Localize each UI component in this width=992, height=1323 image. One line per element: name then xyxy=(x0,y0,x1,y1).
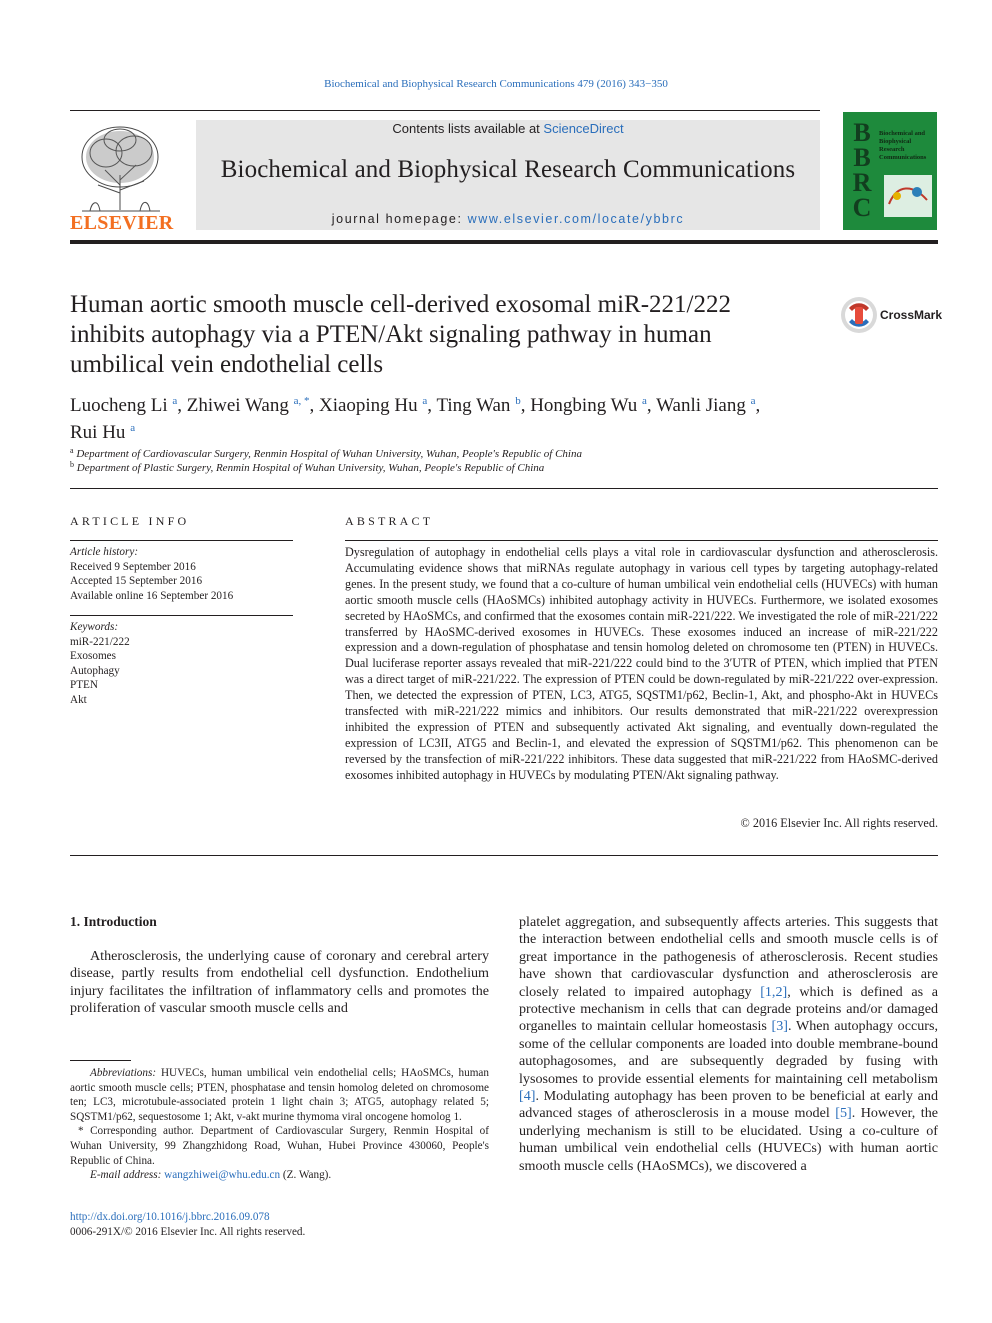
author-affil-mark[interactable]: a xyxy=(750,395,756,407)
divider-rule xyxy=(70,488,938,489)
header-thick-rule xyxy=(70,240,938,244)
reference-link[interactable]: [1,2] xyxy=(760,983,788,1000)
cover-letters: B B R C xyxy=(852,118,872,222)
abstract-rule xyxy=(345,540,938,541)
author-name[interactable]: Zhiwei Wang xyxy=(186,395,289,416)
article-info-heading: ARTICLE INFO xyxy=(70,514,190,528)
author-affil-mark[interactable]: b xyxy=(515,395,521,407)
sciencedirect-link[interactable]: ScienceDirect xyxy=(543,121,624,136)
abbreviations-note: Abbreviations: HUVECs, human umbilical vein endothelial cells; HAoSMCs, human aortic smooth muscle cells; PTEN, phosphatase and tensin homolog deleted on chromosome ten; LC3, microtubule-associated protein 1 light chain 3; ATG5, autophagy related 5; SQSTM1/p62, sequestosome 1; Akt, v-akt murine thymoma viral oncogene homolog 1. xyxy=(70,1067,489,1123)
author-affil-mark[interactable]: a xyxy=(642,395,647,407)
article-title: Human aortic smooth muscle cell-derived exosomal miR-221/222 inhibits autophagy via a PTEN/Akt signaling pathway in human umbilical vein endothelial cells xyxy=(70,291,731,378)
author-affil-mark[interactable]: a xyxy=(422,395,428,407)
author-affil-mark[interactable]: a xyxy=(130,422,136,434)
author-name[interactable]: Luocheng Li xyxy=(70,395,168,416)
journal-cover[interactable] xyxy=(843,112,937,230)
article-info-rule xyxy=(70,540,293,541)
journal-title: Biochemical and Biophysical Research Communications xyxy=(220,156,796,183)
author-name[interactable]: Xiaoping Hu xyxy=(318,395,418,416)
contents-line xyxy=(196,121,820,136)
footnote-rule xyxy=(70,1060,131,1061)
keyword: Exosomes xyxy=(70,650,116,662)
author-affil-mark[interactable]: a, * xyxy=(293,395,310,407)
author-affil-mark[interactable]: a xyxy=(172,395,178,407)
journal-citation[interactable]: Biochemical and Biophysical Research Communications 479 (2016) 343−350 xyxy=(324,78,668,90)
received-date: Received 9 September 2016 xyxy=(70,560,196,573)
crossmark-label[interactable]: CrossMark xyxy=(880,308,943,322)
intro-left-paragraph: Atherosclerosis, the underlying cause of coronary and cerebral artery disease, partly results from endothelial cell dysfunction. Endothelium injury facilitates the infiltration of inflammatory cells and promotes the proliferation of vascular smooth muscle cells and xyxy=(70,948,489,1017)
keyword: Akt xyxy=(70,693,87,706)
keywords-rule xyxy=(70,615,293,616)
author-list: Luocheng Li $^a$, Zhiwei Wang $^{a, *}$, Xiaoping Hu $^a$, Ting Wan $^b$, Hongbing Wu $^a$, Wanli Jiang $^a$, Rui Hu $^a$ xyxy=(70,395,761,443)
section-heading-introduction: 1. Introduction xyxy=(70,914,157,929)
doi-link[interactable]: http://dx.doi.org/10.1016/j.bbrc.2016.09.078 xyxy=(70,1211,270,1223)
abstract-heading: ABSTRACT xyxy=(345,514,434,528)
email-link[interactable]: wangzhiwei@whu.edu.cn xyxy=(164,1169,281,1182)
author-name[interactable]: Ting Wan xyxy=(436,395,511,416)
affiliation-b: $^b$ Department of Plastic Surgery, Renmin Hospital of Wuhan University, Wuhan, People's Republic of China xyxy=(70,460,545,474)
article-history xyxy=(70,545,293,603)
elsevier-wordmark: ELSEVIER xyxy=(70,212,174,234)
keywords-block xyxy=(70,620,293,707)
cover-title: Biochemical and Biophysical Research Communications xyxy=(879,130,927,161)
intro-right-paragraph: platelet aggregation, and subsequently affects arteries. This suggests that the interaction between endothelial cells and smooth muscle cells is of great importance in the pathogenesis of atherosclerosis. Recent studies have shown that cardiovascular dysfunction and atherosclerosis are closely related to impaired autophagy [1,2], which is defined as a protective mechanism in cells that can degrade proteins and/or damaged organelles to maintain cellular homeostasis [3]. When autophagy occurs, some of the cellular components are loaded into double membrane-bound autophagosomes, and are subsequently degraded by fusing with lysosomes to provide essential elements for maintaining cell metabolism [4]. Modulating autophagy has been proven to be beneficial at early and advanced stages of atherosclerosis in a mouse model [5]. However, the underlying mechanism is still to be elucidated. Using a co-culture of human umbilical vein endothelial cells (HUVECs) with human aortic smooth muscle cells (HAoSMCs), we discovered a xyxy=(519,914,939,1174)
keyword: PTEN xyxy=(70,679,98,691)
reference-link[interactable]: [3] xyxy=(771,1018,788,1035)
online-date: Available online 16 September 2016 xyxy=(70,589,234,602)
affiliation-a: $^a$ Department of Cardiovascular Surgery, Renmin Hospital of Wuhan University, Wuhan, People's Republic of China xyxy=(70,446,582,460)
footnotes xyxy=(70,1066,489,1183)
history-label: Article history: xyxy=(70,546,139,558)
homepage-prefix: journal homepage: xyxy=(331,212,468,226)
divider-rule xyxy=(70,855,938,856)
author-name[interactable]: Hongbing Wu xyxy=(530,395,638,416)
keyword: miR-221/222 xyxy=(70,635,130,648)
corresponding-author-note: * Corresponding author. Department of Cardiovascular Surgery, Renmin Hospital of Wuhan University, 99 Zhangzhidong Road, Wuhan, Hubei Province 430060, People's Republic of China. xyxy=(70,1125,489,1167)
cover-figure-icon xyxy=(883,174,933,218)
email-note: E-mail address: wangzhiwei@whu.edu.cn (Z. Wang). xyxy=(90,1169,332,1182)
top-rule xyxy=(70,110,820,111)
reference-link[interactable]: [4] xyxy=(519,1088,536,1105)
crossmark-icon[interactable] xyxy=(840,296,878,334)
abstract-text: Dysregulation of autophagy in endothelial cells plays a vital role in cardiovascular dysfunction and atherosclerosis. Accumulating evidence shows that miRNAs regulate autophagy in various cell types by targeting autophagy-related genes. In the present study, we found that a co-culture of human umbilical vein endothelial cells (HUVECs) with human aortic smooth muscle cells (HAoSMCs) inhibited autophagy activity in HUVECs. Furthermore, we isolated exosomes secreted by HAoSMCs, and confirmed that the exosomes contain miR-221/222. We investigated the role of miR-221/222 transferred by HAoSMC-derived exosomes in HUVECs. These exosomes induced an increase of miR-221/222 expression and a down-regulation of phosphatase and tensin homolog deleted on chromosome ten (PTEN) in HUVECs. Dual luciferase reporter assays revealed that miR-221/222 could bind to the 3′UTR of PTEN, which implied that PTEN was a direct target of miR-221/222. The expression of PTEN could be down-regulated by miR-221/222 over-expression. Then, we detected the expression of PTEN, LC3, ATG5, SQSTM1/p62, Beclin-1, Akt, and phospho-Akt in HUVECs transfected with miR-221/222 mimics and inhibitors. Our results demonstrated that miR-221/222 overexpression inhibited the expression of PTEN and subsequently activated Akt signaling, and eventually down-regulated the expression of LC3II, ATG5 and Beclin-1, and elevated the expression of SQSTM1/p62. This phenomenon can be reversed by the transfection of miR-221/222 inhibitors. These data suggested that miR-221/222 from HAoSMC-derived exosomes inhibited autophagy in HUVECs by modulating PTEN/Akt signaling pathway. xyxy=(345,545,938,782)
abstract-copyright: © 2016 Elsevier Inc. All rights reserved. xyxy=(740,816,938,830)
homepage-line xyxy=(196,212,820,226)
accepted-date: Accepted 15 September 2016 xyxy=(70,575,203,587)
issn-line: 0006-291X/© 2016 Elsevier Inc. All rights reserved. xyxy=(70,1226,306,1238)
keyword: Autophagy xyxy=(70,664,120,677)
homepage-link[interactable]: www.elsevier.com/locate/ybbrc xyxy=(467,212,685,226)
contents-prefix: Contents lists available at xyxy=(392,121,544,136)
keywords-label: Keywords: xyxy=(70,621,119,633)
author-name[interactable]: Rui Hu xyxy=(70,422,126,443)
reference-link[interactable]: [5] xyxy=(835,1105,852,1122)
author-name[interactable]: Wanli Jiang xyxy=(656,395,746,416)
